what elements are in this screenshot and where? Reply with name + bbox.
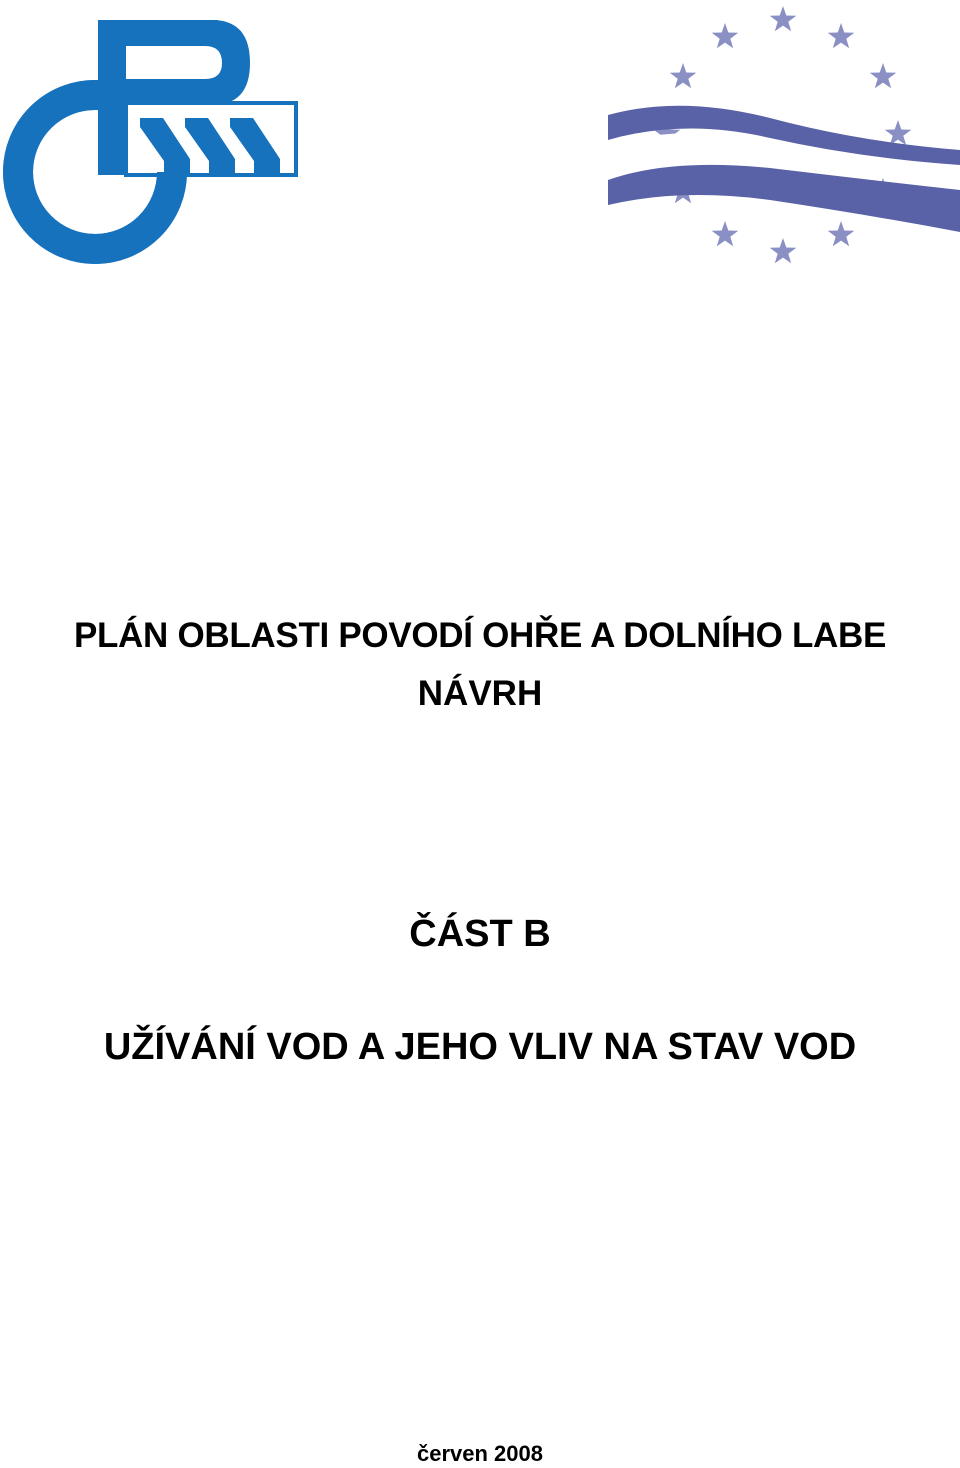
- document-date: červen 2008: [417, 1441, 543, 1466]
- povodi-ohre-logo-icon: [0, 15, 300, 275]
- eu-stars-wave-logo-icon: [600, 0, 960, 275]
- part-title: UŽÍVÁNÍ VOD A JEHO VLIV NA STAV VOD: [103, 1026, 857, 1068]
- document-title: PLÁN OBLASTI POVODÍ OHŘE A DOLNÍHO LABE: [73, 616, 887, 655]
- document-subtitle: NÁVRH: [417, 674, 543, 713]
- part-heading: ČÁST B: [409, 913, 551, 955]
